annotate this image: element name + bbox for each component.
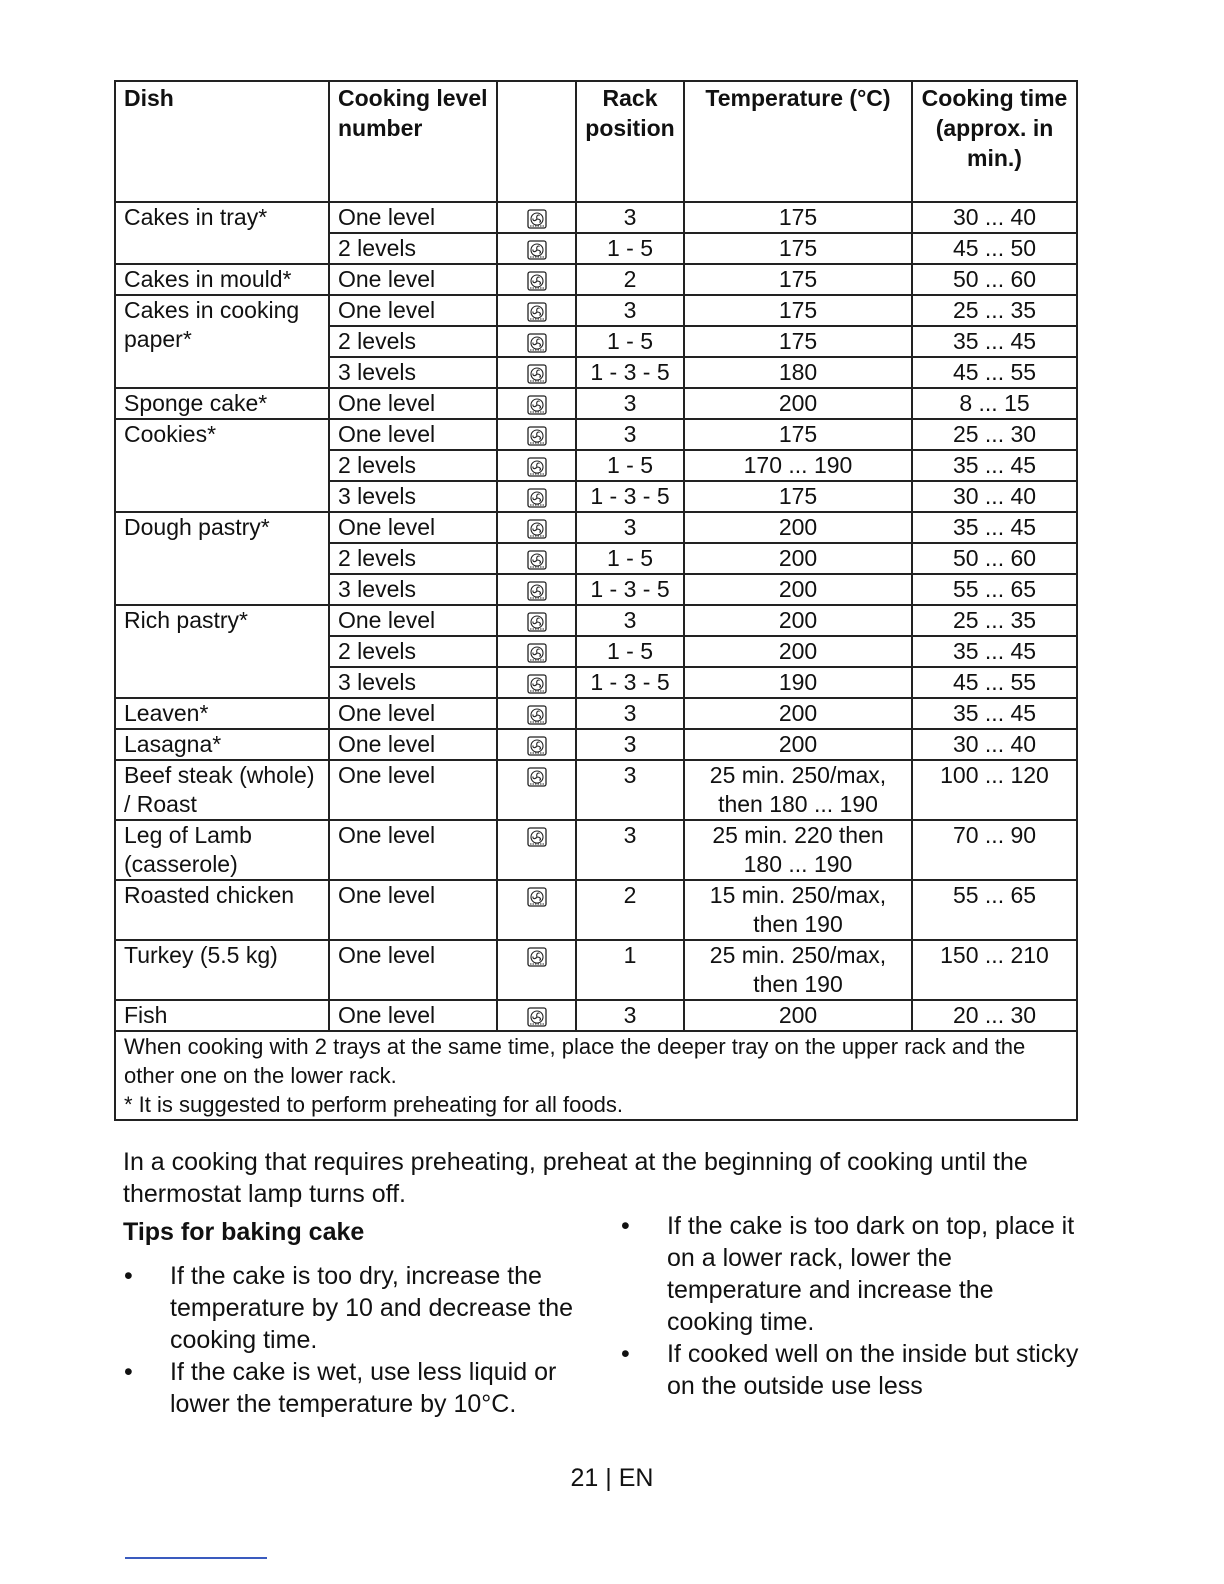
table-row — [115, 880, 1077, 940]
rack-cell: 3 — [576, 729, 684, 760]
note-two-trays: When cooking with 2 trays at the same time, place the deeper tray on the upper rack and the other one on the lower rack. — [124, 1034, 1026, 1088]
level-cell: One level — [329, 698, 497, 729]
time-cell: 35 ... 45 — [912, 698, 1077, 729]
bullet-icon: • — [621, 1212, 630, 1240]
temperature-cell: 200 — [684, 574, 912, 605]
rack-cell: 3 — [576, 295, 684, 326]
time-cell: 50 ... 60 — [912, 264, 1077, 295]
fan-heating-icon — [527, 395, 547, 415]
fan-heating-icon — [527, 612, 547, 632]
mode-cell — [497, 295, 576, 326]
table-row — [115, 419, 1077, 450]
level-cell: 3 levels — [329, 667, 497, 698]
mode-cell — [497, 202, 576, 233]
bullet-icon: • — [621, 1340, 630, 1368]
dish-cell: Cakes in mould* — [115, 264, 329, 295]
temperature-cell: 180 — [684, 357, 912, 388]
level-cell: One level — [329, 605, 497, 636]
level-cell: One level — [329, 820, 497, 880]
table-row — [115, 295, 1077, 326]
tips-heading: Tips for baking cake — [123, 1218, 365, 1246]
rack-cell: 1 - 3 - 5 — [576, 481, 684, 512]
level-cell: One level — [329, 388, 497, 419]
time-cell: 35 ... 45 — [912, 450, 1077, 481]
mode-cell — [497, 760, 576, 820]
dish-cell: Leaven* — [115, 698, 329, 729]
fan-heating-icon — [527, 674, 547, 694]
temperature-cell: 25 min. 220 then 180 ... 190 — [684, 820, 912, 880]
rack-cell: 2 — [576, 880, 684, 940]
table-header-row — [115, 81, 1077, 202]
dish-cell: Roasted chicken — [115, 880, 329, 940]
mode-cell — [497, 543, 576, 574]
level-cell: One level — [329, 729, 497, 760]
fan-heating-icon — [527, 947, 547, 967]
mode-cell — [497, 512, 576, 543]
level-cell: One level — [329, 512, 497, 543]
mode-cell — [497, 940, 576, 1000]
dish-cell: Cakes in tray* — [115, 202, 329, 264]
tip-text: If cooked well on the inside but sticky on the outside use less — [667, 1340, 1079, 1400]
mode-cell — [497, 419, 576, 450]
time-cell: 45 ... 50 — [912, 233, 1077, 264]
tip-item — [122, 1356, 602, 1420]
rack-cell: 2 — [576, 264, 684, 295]
header-dish: Dish — [115, 81, 329, 202]
temperature-cell: 175 — [684, 233, 912, 264]
mode-cell — [497, 636, 576, 667]
mode-cell — [497, 729, 576, 760]
rack-cell: 3 — [576, 419, 684, 450]
table-note-row — [115, 1031, 1077, 1120]
temperature-cell: 200 — [684, 543, 912, 574]
time-cell: 30 ... 40 — [912, 481, 1077, 512]
rack-cell: 3 — [576, 202, 684, 233]
level-cell: One level — [329, 419, 497, 450]
rack-cell: 3 — [576, 605, 684, 636]
level-cell: 2 levels — [329, 233, 497, 264]
time-cell: 45 ... 55 — [912, 667, 1077, 698]
temperature-cell: 25 min. 250/max, then 180 ... 190 — [684, 760, 912, 820]
tip-item — [619, 1210, 1079, 1338]
header-rack-position: Rack position — [576, 81, 684, 202]
level-cell: 3 levels — [329, 481, 497, 512]
fan-heating-icon — [527, 457, 547, 477]
time-cell: 20 ... 30 — [912, 1000, 1077, 1031]
divider — [125, 1557, 267, 1559]
time-cell: 25 ... 35 — [912, 295, 1077, 326]
dish-cell: Beef steak (whole) / Roast — [115, 760, 329, 820]
header-temperature: Temperature (°C) — [684, 81, 912, 202]
time-cell: 100 ... 120 — [912, 760, 1077, 820]
mode-cell — [497, 698, 576, 729]
rack-cell: 1 - 5 — [576, 543, 684, 574]
temperature-cell: 200 — [684, 729, 912, 760]
level-cell: 2 levels — [329, 450, 497, 481]
temperature-cell: 200 — [684, 1000, 912, 1031]
fan-heating-icon — [527, 271, 547, 291]
mode-cell — [497, 481, 576, 512]
time-cell: 35 ... 45 — [912, 512, 1077, 543]
tip-text: If the cake is wet, use less liquid or lower the temperature by 10°C. — [170, 1358, 557, 1418]
bullet-icon: • — [124, 1358, 133, 1386]
level-cell: One level — [329, 880, 497, 940]
bullet-icon: • — [124, 1262, 133, 1290]
level-cell: 2 levels — [329, 636, 497, 667]
time-cell: 25 ... 35 — [912, 605, 1077, 636]
fan-heating-icon — [527, 426, 547, 446]
time-cell: 8 ... 15 — [912, 388, 1077, 419]
temperature-cell: 175 — [684, 295, 912, 326]
fan-heating-icon — [527, 240, 547, 260]
tips-list-left — [122, 1260, 602, 1420]
mode-cell — [497, 820, 576, 880]
temperature-cell: 175 — [684, 326, 912, 357]
fan-heating-icon — [527, 550, 547, 570]
fan-heating-icon — [527, 302, 547, 322]
table-row — [115, 264, 1077, 295]
rack-cell: 3 — [576, 388, 684, 419]
temperature-cell: 25 min. 250/max, then 190 — [684, 940, 912, 1000]
fan-heating-icon — [527, 887, 547, 907]
rack-cell: 1 - 5 — [576, 450, 684, 481]
temperature-cell: 175 — [684, 202, 912, 233]
level-cell: One level — [329, 202, 497, 233]
dish-cell: Cookies* — [115, 419, 329, 512]
time-cell: 45 ... 55 — [912, 357, 1077, 388]
dish-cell: Dough pastry* — [115, 512, 329, 605]
rack-cell: 3 — [576, 820, 684, 880]
tip-text: If the cake is too dark on top, place it on a lower rack, lower the temperature and increase the cooking time. — [667, 1212, 1075, 1336]
level-cell: 3 levels — [329, 357, 497, 388]
dish-cell: Turkey (5.5 kg) — [115, 940, 329, 1000]
mode-cell — [497, 1000, 576, 1031]
table-row — [115, 760, 1077, 820]
fan-heating-icon — [527, 1007, 547, 1027]
page-number: 21 | EN — [570, 1464, 654, 1492]
temperature-cell: 175 — [684, 264, 912, 295]
preheating-paragraph: In a cooking that requires preheating, preheat at the beginning of cooking until the thermostat lamp turns off. — [123, 1148, 1028, 1208]
note-preheating: * It is suggested to perform preheating for all foods. — [124, 1092, 623, 1117]
fan-heating-icon — [527, 333, 547, 353]
rack-cell: 1 - 5 — [576, 326, 684, 357]
rack-cell: 1 - 5 — [576, 233, 684, 264]
rack-cell: 1 - 5 — [576, 636, 684, 667]
temperature-cell: 170 ... 190 — [684, 450, 912, 481]
level-cell: 2 levels — [329, 543, 497, 574]
rack-cell: 1 - 3 - 5 — [576, 574, 684, 605]
level-cell: One level — [329, 1000, 497, 1031]
time-cell: 35 ... 45 — [912, 326, 1077, 357]
dish-cell: Fish — [115, 1000, 329, 1031]
fan-heating-icon — [527, 364, 547, 384]
fan-heating-icon — [527, 209, 547, 229]
table-row — [115, 729, 1077, 760]
table-row — [115, 940, 1077, 1000]
level-cell: One level — [329, 940, 497, 1000]
fan-heating-icon — [527, 488, 547, 508]
dish-cell: Sponge cake* — [115, 388, 329, 419]
rack-cell: 1 - 3 - 5 — [576, 357, 684, 388]
level-cell: 2 levels — [329, 326, 497, 357]
temperature-cell: 15 min. 250/max, then 190 — [684, 880, 912, 940]
fan-heating-icon — [527, 643, 547, 663]
table-note — [115, 1031, 1077, 1120]
temperature-cell: 200 — [684, 636, 912, 667]
table-row — [115, 1000, 1077, 1031]
cooking-table — [114, 80, 1078, 1121]
table-body — [115, 202, 1077, 1031]
mode-cell — [497, 264, 576, 295]
fan-heating-icon — [527, 736, 547, 756]
level-cell: One level — [329, 295, 497, 326]
tip-item — [619, 1338, 1079, 1402]
temperature-cell: 200 — [684, 605, 912, 636]
time-cell: 55 ... 65 — [912, 574, 1077, 605]
mode-cell — [497, 880, 576, 940]
rack-cell: 1 — [576, 940, 684, 1000]
time-cell: 30 ... 40 — [912, 729, 1077, 760]
header-cooking-level: Cooking level number — [329, 81, 497, 202]
level-cell: 3 levels — [329, 574, 497, 605]
mode-cell — [497, 574, 576, 605]
temperature-cell: 200 — [684, 698, 912, 729]
mode-cell — [497, 326, 576, 357]
fan-heating-icon — [527, 827, 547, 847]
dish-cell: Lasagna* — [115, 729, 329, 760]
time-cell: 50 ... 60 — [912, 543, 1077, 574]
time-cell: 150 ... 210 — [912, 940, 1077, 1000]
table-row — [115, 512, 1077, 543]
dish-cell: Leg of Lamb (casserole) — [115, 820, 329, 880]
time-cell: 70 ... 90 — [912, 820, 1077, 880]
dish-cell: Cakes in cooking paper* — [115, 295, 329, 388]
mode-cell — [497, 450, 576, 481]
mode-cell — [497, 388, 576, 419]
time-cell: 35 ... 45 — [912, 636, 1077, 667]
header-cooking-time: Cooking time (approx. in min.) — [912, 81, 1077, 202]
mode-cell — [497, 605, 576, 636]
rack-cell: 1 - 3 - 5 — [576, 667, 684, 698]
rack-cell: 3 — [576, 760, 684, 820]
temperature-cell: 175 — [684, 481, 912, 512]
temperature-cell: 200 — [684, 388, 912, 419]
time-cell: 25 ... 30 — [912, 419, 1077, 450]
fan-heating-icon — [527, 705, 547, 725]
tip-item — [122, 1260, 602, 1356]
fan-heating-icon — [527, 767, 547, 787]
table-row — [115, 605, 1077, 636]
table-row — [115, 820, 1077, 880]
rack-cell: 3 — [576, 698, 684, 729]
table-row — [115, 698, 1077, 729]
table-row — [115, 388, 1077, 419]
tips-list-right — [619, 1210, 1079, 1402]
level-cell: One level — [329, 264, 497, 295]
tip-text: If the cake is too dry, increase the temperature by 10 and decrease the cooking time. — [170, 1262, 574, 1354]
fan-heating-icon — [527, 581, 547, 601]
dish-cell: Rich pastry* — [115, 605, 329, 698]
mode-cell — [497, 667, 576, 698]
mode-cell — [497, 357, 576, 388]
temperature-cell: 190 — [684, 667, 912, 698]
table-row — [115, 202, 1077, 233]
temperature-cell: 175 — [684, 419, 912, 450]
header-mode — [497, 81, 576, 202]
time-cell: 55 ... 65 — [912, 880, 1077, 940]
level-cell: One level — [329, 760, 497, 820]
temperature-cell: 200 — [684, 512, 912, 543]
mode-cell — [497, 233, 576, 264]
time-cell: 30 ... 40 — [912, 202, 1077, 233]
fan-heating-icon — [527, 519, 547, 539]
rack-cell: 3 — [576, 1000, 684, 1031]
rack-cell: 3 — [576, 512, 684, 543]
